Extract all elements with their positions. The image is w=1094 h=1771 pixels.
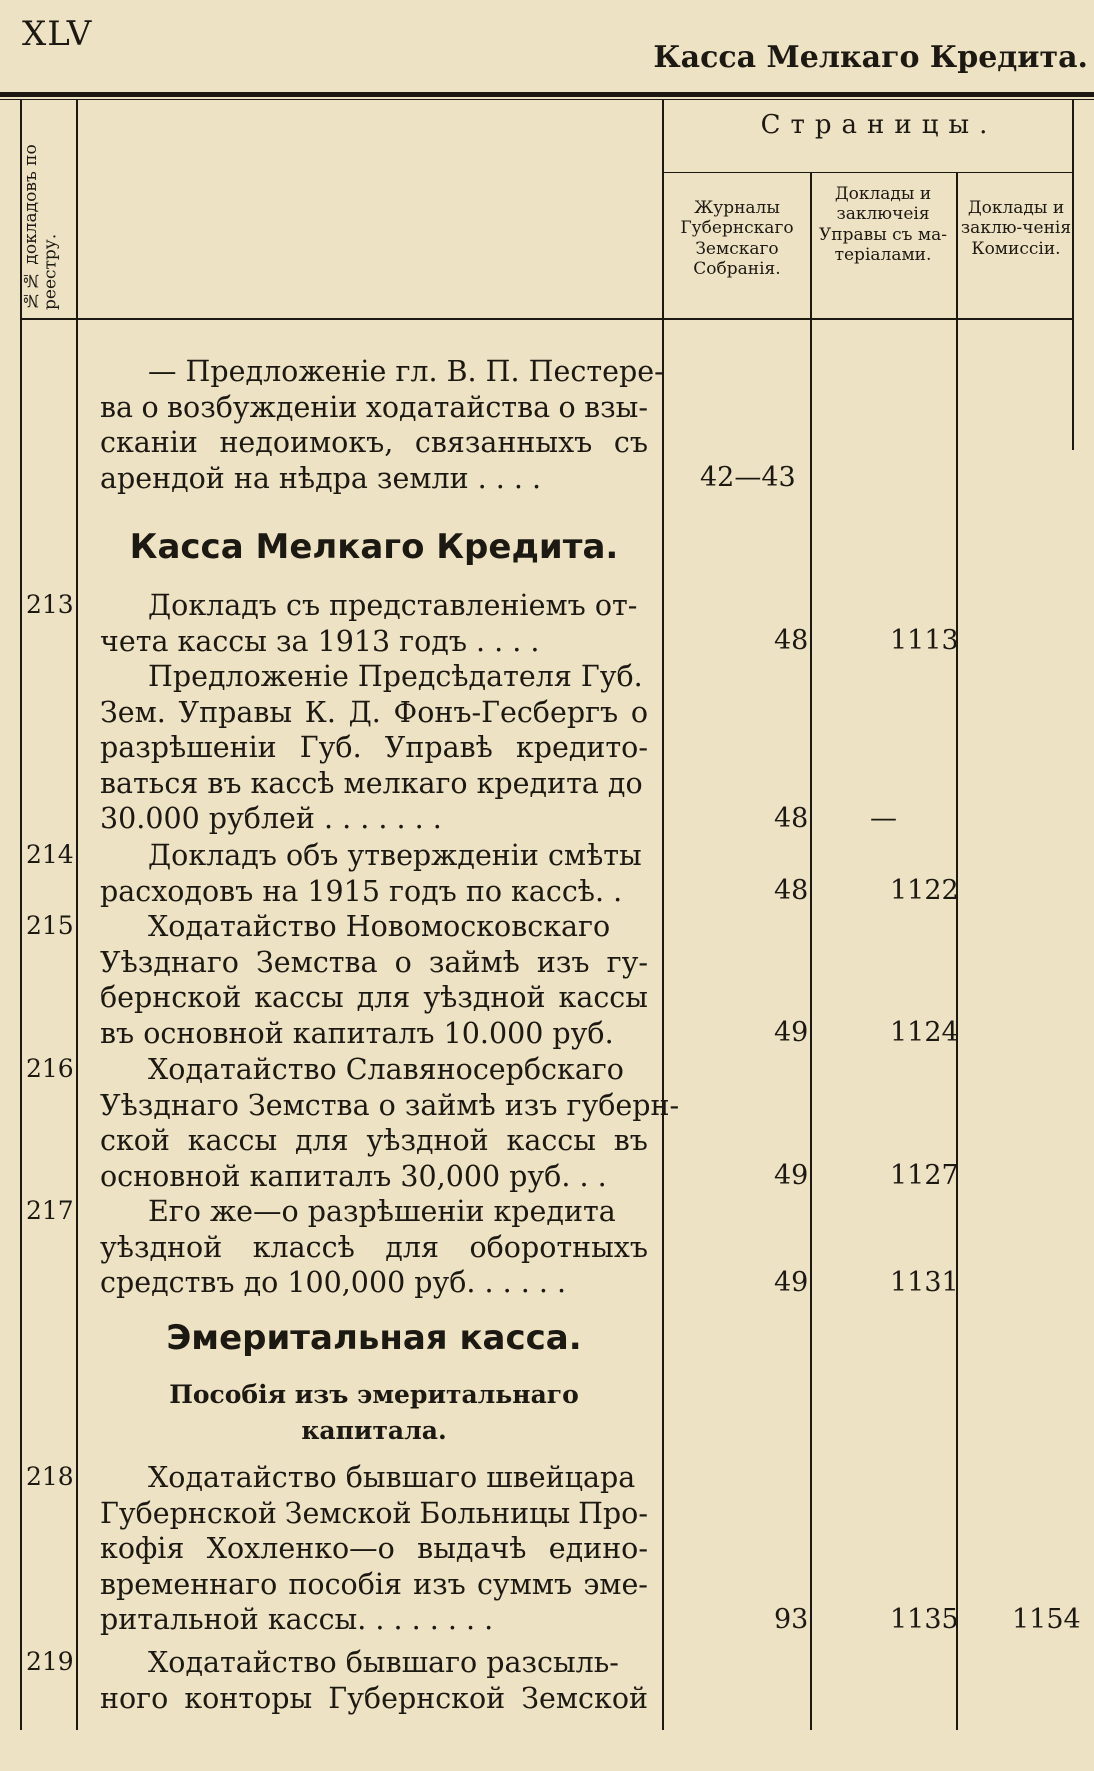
entry-emerital-218: Ходатайство бывшаго швейцара Губернской Земской Больницы Про- кофія Хохленко—о выдачѣ едино- временнаго пособія изъ суммъ эме- ритальной кассы. . . . . . . . xyxy=(100,1461,648,1637)
commission-header: Доклады и заклю-ченія Комиссіи. xyxy=(960,198,1072,259)
entry-credit-fon-gesberg: Предложеніе Предсѣдателя Губ. Зем. Управы К. Д. Фонъ-Гесбергъ о разрѣшеніи Губ. Управѣ кредито- ваться въ кассѣ мелкаго кредита до 30.000 рублей . . . . . . . xyxy=(100,660,648,836)
table-left-border xyxy=(20,100,22,1730)
entry-emerital-219: Ходатайство бывшаго разсыль- ного конторы Губернской Земской xyxy=(100,1646,648,1715)
entry-credit-213: Докладъ съ представленіемъ от- чета кассы за 1913 годъ . . . . xyxy=(100,589,638,658)
commission-page: 1154 xyxy=(1012,1604,1081,1635)
reports-header: Доклады и заключеія Управы съ ма-теріалами. xyxy=(819,184,947,266)
journal-page: 49 xyxy=(774,1267,809,1298)
header-rule xyxy=(0,92,1094,97)
column-divider-report xyxy=(956,172,958,1730)
reg-number: 217 xyxy=(26,1196,74,1225)
journal-page: 48 xyxy=(774,803,809,834)
header-bottom-rule xyxy=(20,318,1074,320)
report-page: — xyxy=(870,803,897,834)
entry-credit-215: Ходатайство Новомосковскаго Уѣзднаго Земства о займѣ изъ гу- бернской кассы для уѣздной кассы въ основной капиталъ 10.000 руб. xyxy=(100,910,648,1050)
column-divider-journal xyxy=(810,172,812,1730)
report-page: 1135 xyxy=(890,1604,959,1635)
report-page: 1122 xyxy=(890,875,959,906)
journal-page: 93 xyxy=(774,1604,809,1635)
journals-header: Журналы Губернскаго Земскаго Собранія. xyxy=(680,198,794,280)
page-number: XLV xyxy=(22,14,93,54)
section-title-credit: Касса Мелкаго Кредита. xyxy=(129,527,619,567)
reg-number: 218 xyxy=(26,1462,74,1491)
entry-credit-214: Докладъ объ утвержденіи смѣты расходовъ на 1915 годъ по кассѣ. . xyxy=(100,839,642,908)
journal-page: 48 xyxy=(774,875,809,906)
reg-number: 214 xyxy=(26,840,74,869)
journal-page: 42—43 xyxy=(700,462,796,493)
reg-number: 219 xyxy=(26,1647,74,1676)
report-page: 1124 xyxy=(890,1017,959,1048)
subsection-title: Пособія изъ эмеритальнаго капитала. xyxy=(169,1380,579,1445)
journal-page: 48 xyxy=(774,625,809,656)
pages-subheader-rule xyxy=(662,172,1074,173)
reg-number: 216 xyxy=(26,1054,74,1083)
report-page: 1127 xyxy=(890,1160,959,1191)
entry-pesterev: — Предложеніе гл. В. П. Пестере- ва о возбужденіи ходатайства о взы- сканіи недоимокъ, связанныхъ съ арендой на нѣдра земли . . . . xyxy=(100,355,664,495)
journal-page: 49 xyxy=(774,1017,809,1048)
pages-header: Страницы. xyxy=(760,110,998,140)
reg-number-header: №№ докладовъ по реестру. xyxy=(21,144,61,310)
header-rule-thin xyxy=(0,99,1094,100)
reg-number: 215 xyxy=(26,911,74,940)
entry-credit-217: Его же—о разрѣшеніи кредита уѣздной классѣ для оборотныхъ средствъ до 100,000 руб. . . . . . xyxy=(100,1195,648,1300)
report-page: 1113 xyxy=(890,625,959,656)
column-divider-text xyxy=(662,100,664,1730)
running-title: Касса Мелкаго Кредита. xyxy=(653,40,1088,75)
section-title-emerital: Эмеритальная касса. xyxy=(166,1318,582,1358)
reg-number: 213 xyxy=(26,590,74,619)
entry-credit-216: Ходатайство Славяносербскаго Уѣзднаго Земства о займѣ изъ губерн- ской кассы для уѣздной кассы въ основной капиталъ 30,000 руб. . . xyxy=(100,1053,680,1193)
column-divider-reg xyxy=(76,100,78,1730)
table-right-border xyxy=(1072,100,1074,450)
report-page: 1131 xyxy=(890,1267,959,1298)
journal-page: 49 xyxy=(774,1160,809,1191)
